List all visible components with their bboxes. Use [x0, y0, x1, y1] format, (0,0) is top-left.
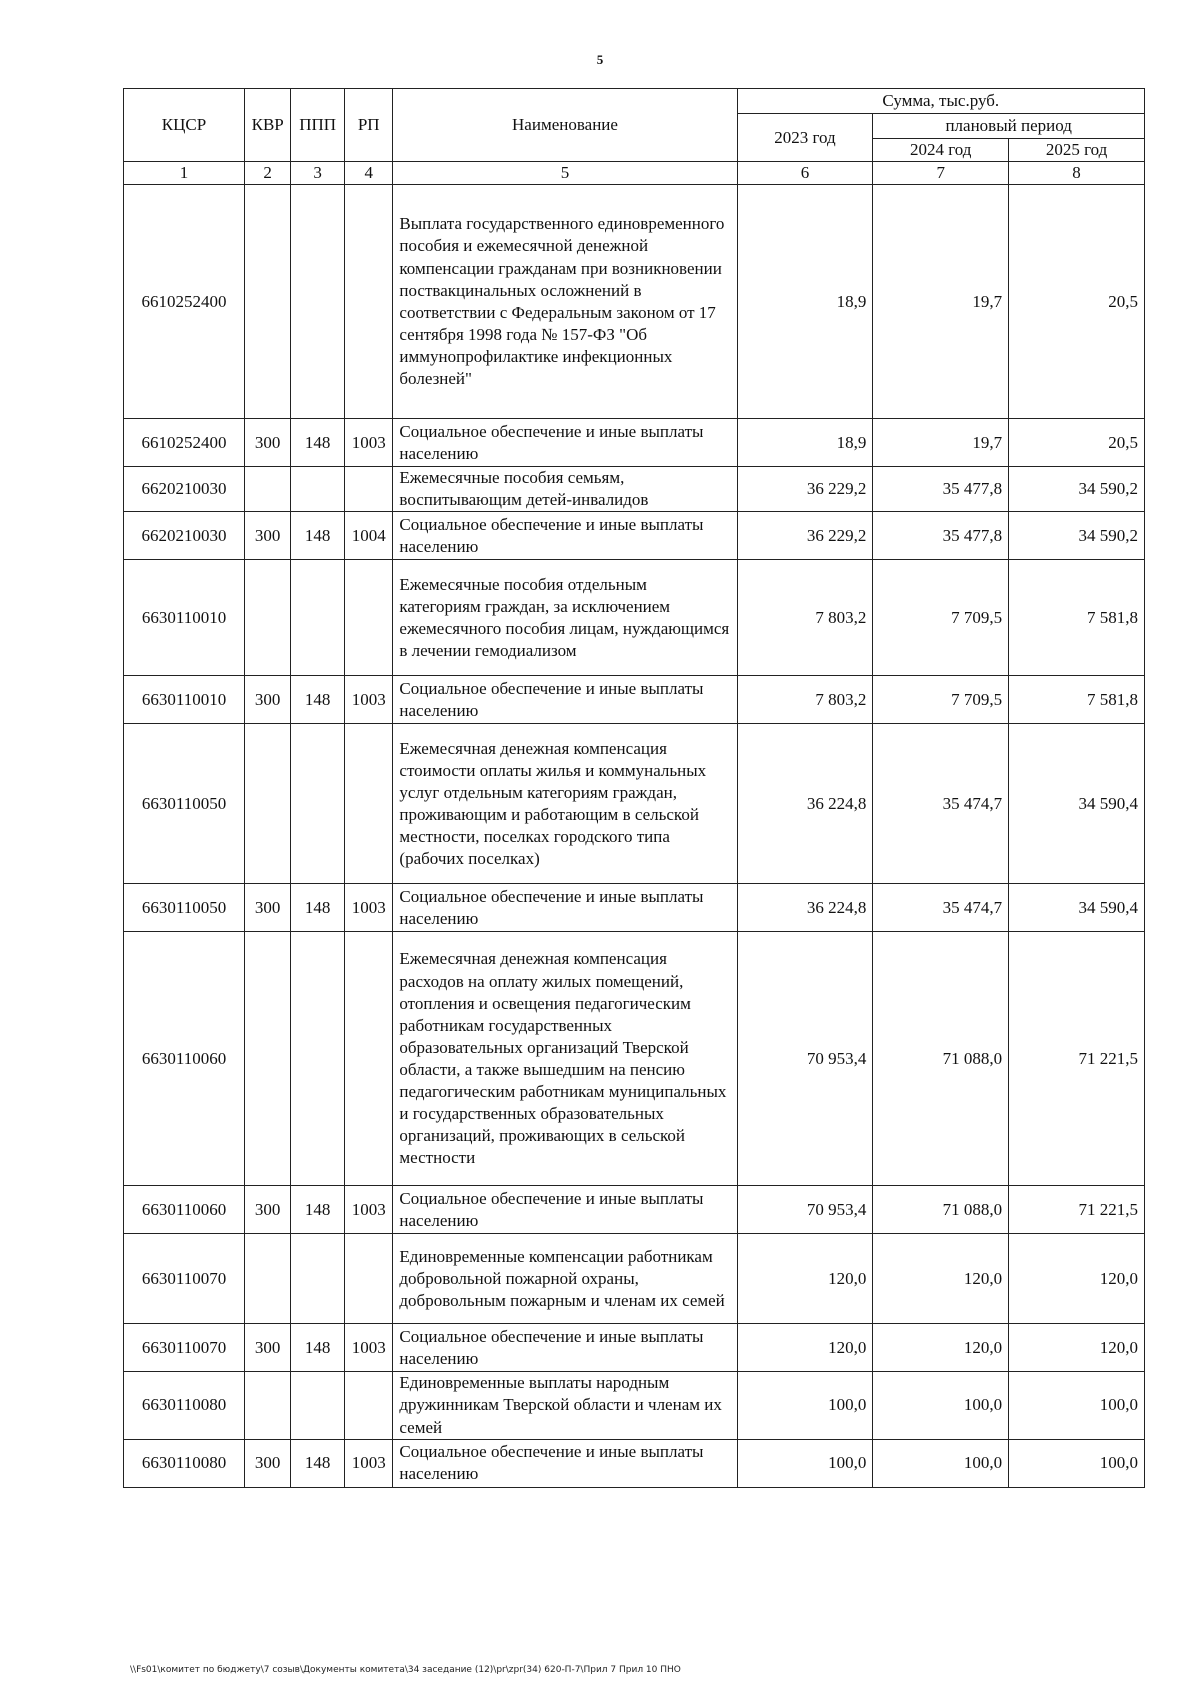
- amount-2023-cell: 120,0: [737, 1324, 873, 1372]
- amount-2025-cell: 71 221,5: [1009, 1186, 1145, 1234]
- table-row: [124, 419, 1145, 467]
- kcsr-cell: 6610252400: [124, 185, 245, 419]
- amount-2023-cell: 36 229,2: [737, 512, 873, 560]
- amount-2024-cell: 35 477,8: [873, 512, 1009, 560]
- name-cell: Социальное обеспечение и иные выплаты населению: [393, 1186, 737, 1234]
- amount-2023-cell: 7 803,2: [737, 560, 873, 676]
- kcsr-cell: 6630110060: [124, 1186, 245, 1234]
- amount-2025-cell: 7 581,8: [1009, 560, 1145, 676]
- amount-2023-cell: 36 224,8: [737, 884, 873, 932]
- name-cell: Социальное обеспечение и иные выплаты населению: [393, 884, 737, 932]
- amount-2023-cell: 70 953,4: [737, 932, 873, 1186]
- name-cell: Ежемесячная денежная компенсация стоимости оплаты жилья и коммунальных услуг отдельным категориям граждан, проживающим и работающим в сельской местности, поселках городского типа (рабочих поселках): [393, 724, 737, 884]
- ppp-cell: 148: [291, 676, 345, 724]
- ppp-cell: [291, 467, 345, 512]
- header-year-2023: 2023 год: [737, 114, 873, 162]
- kcsr-cell: 6630110080: [124, 1372, 245, 1439]
- kcsr-cell: 6630110010: [124, 560, 245, 676]
- budget-table: [123, 88, 1145, 1488]
- rp-cell: 1003: [345, 1186, 393, 1234]
- name-cell: Выплата государственного единовременного пособия и ежемесячной денежной компенсации гражданам при возникновении поствакцинальных осложнений в соответствии с Федеральным законом от 17 сентября 1998 года № 157-ФЗ "Об иммунопрофилактике инфекционных болезней": [393, 185, 737, 419]
- amount-2025-cell: 34 590,4: [1009, 884, 1145, 932]
- amount-2025-cell: 120,0: [1009, 1234, 1145, 1324]
- header-planned-period: плановый период: [873, 114, 1145, 139]
- amount-2024-cell: 19,7: [873, 419, 1009, 467]
- table-row: [124, 512, 1145, 560]
- rp-cell: [345, 467, 393, 512]
- footer-file-path: \\Fs01\комитет по бюджету\7 созыв\Документы комитета\34 заседание (12)\pr\zpr(34) 620-П-7\Прил 7 Прил 10 ПНО: [130, 1665, 681, 1675]
- kvr-cell: 300: [245, 419, 291, 467]
- kvr-cell: [245, 932, 291, 1186]
- column-number: 8: [1009, 162, 1145, 185]
- name-cell: Социальное обеспечение и иные выплаты населению: [393, 419, 737, 467]
- name-cell: Единовременные компенсации работникам добровольной пожарной охраны, добровольным пожарным и членам их семей: [393, 1234, 737, 1324]
- kvr-cell: 300: [245, 884, 291, 932]
- column-number: 7: [873, 162, 1009, 185]
- column-number: 2: [245, 162, 291, 185]
- rp-cell: 1003: [345, 884, 393, 932]
- table-header: [124, 89, 1145, 185]
- amount-2025-cell: 34 590,2: [1009, 467, 1145, 512]
- amount-2024-cell: 71 088,0: [873, 932, 1009, 1186]
- name-cell: Социальное обеспечение и иные выплаты населению: [393, 1324, 737, 1372]
- amount-2024-cell: 35 477,8: [873, 467, 1009, 512]
- name-cell: Ежемесячная денежная компенсация расходов на оплату жилых помещений, отопления и освещения педагогическим работникам государственных образовательных организаций Тверской области, а также вышедшим на пенсию педагогическим работникам муниципальных и государственных образовательных организаций, проживающих в сельской местности: [393, 932, 737, 1186]
- table-row: [124, 1439, 1145, 1487]
- rp-cell: [345, 185, 393, 419]
- kvr-cell: 300: [245, 1186, 291, 1234]
- kcsr-cell: 6630110010: [124, 676, 245, 724]
- amount-2025-cell: 20,5: [1009, 419, 1145, 467]
- name-cell: Социальное обеспечение и иные выплаты населению: [393, 1439, 737, 1487]
- column-number: 1: [124, 162, 245, 185]
- header-kvr: КВР: [245, 89, 291, 162]
- ppp-cell: 148: [291, 1439, 345, 1487]
- amount-2024-cell: 35 474,7: [873, 884, 1009, 932]
- kcsr-cell: 6630110070: [124, 1234, 245, 1324]
- amount-2024-cell: 120,0: [873, 1234, 1009, 1324]
- ppp-cell: 148: [291, 1186, 345, 1234]
- rp-cell: [345, 1372, 393, 1439]
- kvr-cell: [245, 1372, 291, 1439]
- ppp-cell: [291, 560, 345, 676]
- header-name: Наименование: [393, 89, 737, 162]
- rp-cell: 1003: [345, 1439, 393, 1487]
- ppp-cell: [291, 1234, 345, 1324]
- table-row: [124, 467, 1145, 512]
- header-ppp: ППП: [291, 89, 345, 162]
- kvr-cell: [245, 1234, 291, 1324]
- amount-2023-cell: 18,9: [737, 419, 873, 467]
- table-body: [124, 185, 1145, 1487]
- kcsr-cell: 6630110050: [124, 884, 245, 932]
- amount-2025-cell: 34 590,2: [1009, 512, 1145, 560]
- kcsr-cell: 6630110080: [124, 1439, 245, 1487]
- ppp-cell: [291, 1372, 345, 1439]
- ppp-cell: 148: [291, 884, 345, 932]
- table-row: [124, 185, 1145, 419]
- amount-2024-cell: 7 709,5: [873, 560, 1009, 676]
- header-rp: РП: [345, 89, 393, 162]
- table-row: [124, 1234, 1145, 1324]
- header-kcsr: КЦСР: [124, 89, 245, 162]
- ppp-cell: [291, 185, 345, 419]
- amount-2025-cell: 100,0: [1009, 1439, 1145, 1487]
- table-row: [124, 1324, 1145, 1372]
- ppp-cell: [291, 724, 345, 884]
- table-row: [124, 676, 1145, 724]
- rp-cell: 1003: [345, 419, 393, 467]
- kvr-cell: [245, 467, 291, 512]
- kvr-cell: [245, 560, 291, 676]
- amount-2023-cell: 18,9: [737, 185, 873, 419]
- table-row: [124, 1186, 1145, 1234]
- amount-2023-cell: 100,0: [737, 1439, 873, 1487]
- header-year-2025: 2025 год: [1009, 139, 1145, 162]
- ppp-cell: 148: [291, 1324, 345, 1372]
- rp-cell: [345, 560, 393, 676]
- table-row: [124, 1372, 1145, 1439]
- name-cell: Ежемесячные пособия отдельным категориям граждан, за исключением ежемесячного пособия лицам, нуждающимся в лечении гемодиализом: [393, 560, 737, 676]
- kcsr-cell: 6630110060: [124, 932, 245, 1186]
- table-row: [124, 560, 1145, 676]
- kvr-cell: 300: [245, 1439, 291, 1487]
- table-row: [124, 724, 1145, 884]
- amount-2024-cell: 120,0: [873, 1324, 1009, 1372]
- column-number: 6: [737, 162, 873, 185]
- rp-cell: [345, 724, 393, 884]
- rp-cell: [345, 932, 393, 1186]
- page-number: 5: [596, 52, 604, 67]
- amount-2024-cell: 71 088,0: [873, 1186, 1009, 1234]
- table-row: [124, 932, 1145, 1186]
- ppp-cell: [291, 932, 345, 1186]
- ppp-cell: 148: [291, 419, 345, 467]
- amount-2024-cell: 7 709,5: [873, 676, 1009, 724]
- amount-2024-cell: 35 474,7: [873, 724, 1009, 884]
- amount-2023-cell: 36 229,2: [737, 467, 873, 512]
- amount-2025-cell: 20,5: [1009, 185, 1145, 419]
- ppp-cell: 148: [291, 512, 345, 560]
- kcsr-cell: 6630110070: [124, 1324, 245, 1372]
- amount-2025-cell: 7 581,8: [1009, 676, 1145, 724]
- kvr-cell: [245, 185, 291, 419]
- amount-2023-cell: 120,0: [737, 1234, 873, 1324]
- name-cell: Единовременные выплаты народным дружинникам Тверской области и членам их семей: [393, 1372, 737, 1439]
- amount-2025-cell: 71 221,5: [1009, 932, 1145, 1186]
- header-sum: Сумма, тыс.руб.: [737, 89, 1144, 114]
- amount-2025-cell: 100,0: [1009, 1372, 1145, 1439]
- name-cell: Социальное обеспечение и иные выплаты населению: [393, 512, 737, 560]
- amount-2023-cell: 7 803,2: [737, 676, 873, 724]
- rp-cell: [345, 1234, 393, 1324]
- amount-2023-cell: 36 224,8: [737, 724, 873, 884]
- table-row: [124, 884, 1145, 932]
- rp-cell: 1003: [345, 1324, 393, 1372]
- amount-2023-cell: 100,0: [737, 1372, 873, 1439]
- header-year-2024: 2024 год: [873, 139, 1009, 162]
- rp-cell: 1003: [345, 676, 393, 724]
- column-number: 5: [393, 162, 737, 185]
- name-cell: Ежемесячные пособия семьям, воспитывающим детей-инвалидов: [393, 467, 737, 512]
- kvr-cell: 300: [245, 512, 291, 560]
- column-number: 3: [291, 162, 345, 185]
- name-cell: Социальное обеспечение и иные выплаты населению: [393, 676, 737, 724]
- rp-cell: 1004: [345, 512, 393, 560]
- kvr-cell: 300: [245, 676, 291, 724]
- amount-2024-cell: 100,0: [873, 1372, 1009, 1439]
- kcsr-cell: 6620210030: [124, 512, 245, 560]
- amount-2024-cell: 100,0: [873, 1439, 1009, 1487]
- column-number-row: [124, 162, 1145, 185]
- kvr-cell: 300: [245, 1324, 291, 1372]
- amount-2024-cell: 19,7: [873, 185, 1009, 419]
- kcsr-cell: 6620210030: [124, 467, 245, 512]
- kcsr-cell: 6610252400: [124, 419, 245, 467]
- kcsr-cell: 6630110050: [124, 724, 245, 884]
- amount-2025-cell: 34 590,4: [1009, 724, 1145, 884]
- amount-2025-cell: 120,0: [1009, 1324, 1145, 1372]
- amount-2023-cell: 70 953,4: [737, 1186, 873, 1234]
- kvr-cell: [245, 724, 291, 884]
- column-number: 4: [345, 162, 393, 185]
